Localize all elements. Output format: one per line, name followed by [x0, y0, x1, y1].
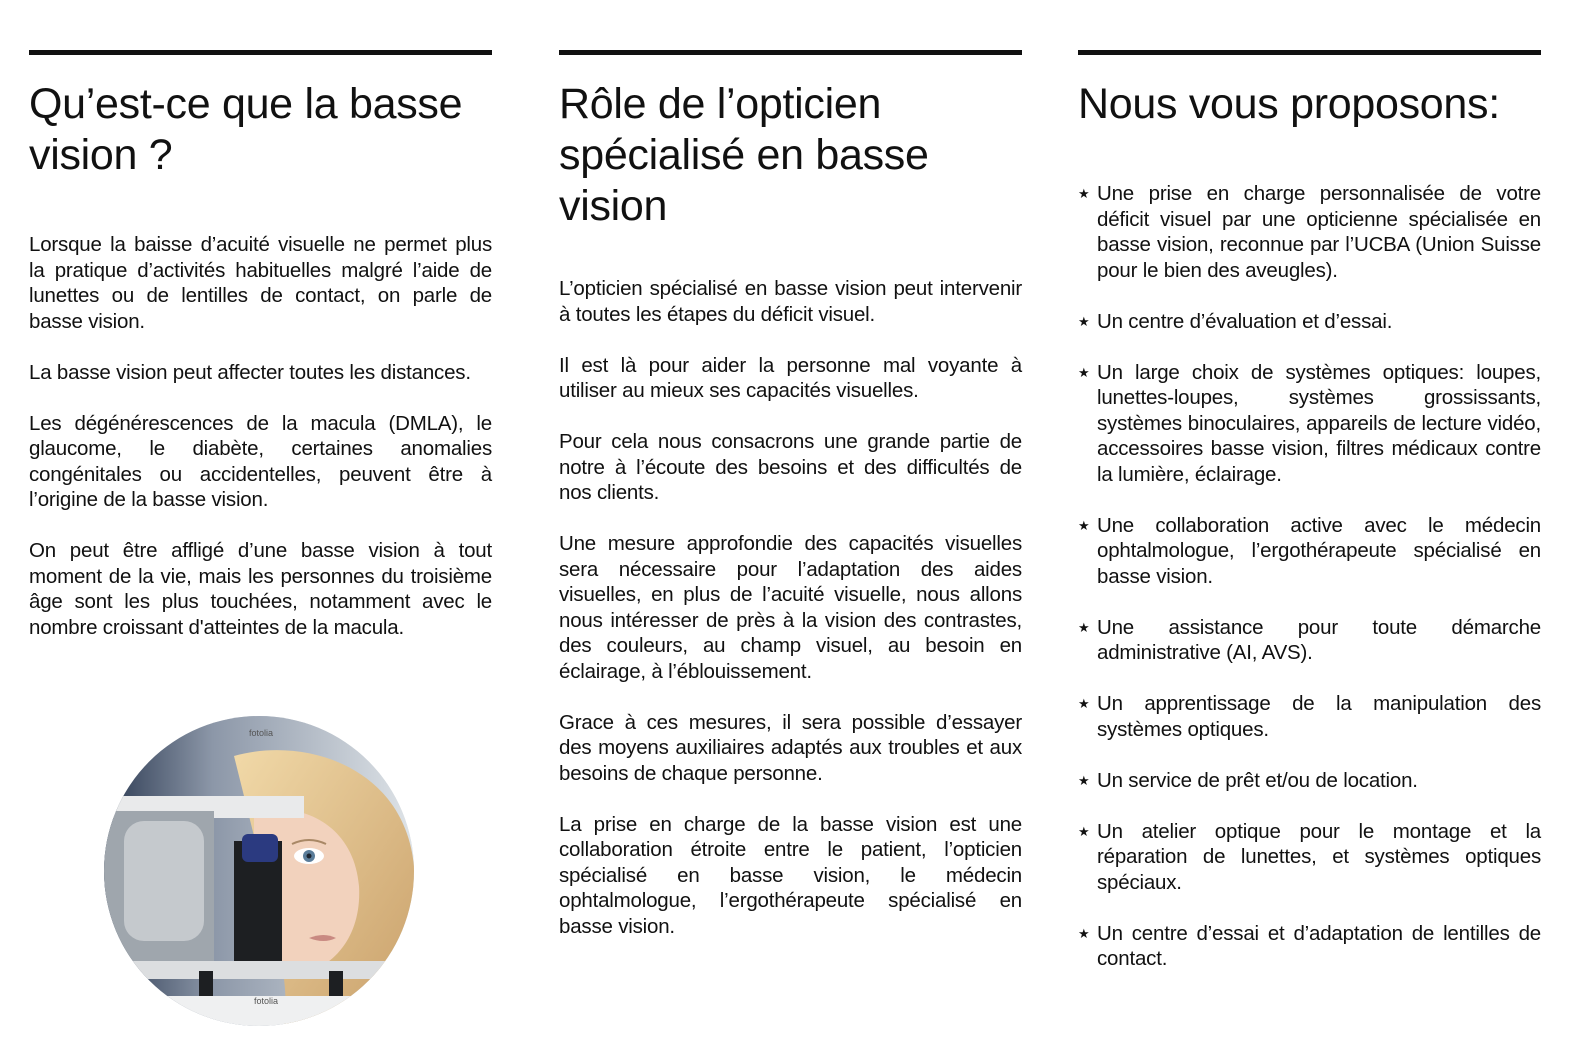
star-icon: ★ [1078, 186, 1090, 201]
star-icon: ★ [1078, 517, 1090, 533]
paragraph: La prise en charge de la basse vision est une collaboration étroite entre le patient, l’opticien spécialisé en basse vision, le médecin ophtalmologue, l’ergothérapeute spécialisé en basse vision. [559, 812, 1022, 938]
star-icon: ★ [1078, 772, 1090, 788]
list-item [1078, 309, 1541, 335]
list-item-text: Une prise en charge personnalisée de votre déficit visuel par une opticienne spécialisée en basse vision, reconnue par l’UCBA (Union Suisse pour le bien des aveugles). [1097, 182, 1541, 282]
list-item-text: Une collaboration active avec le médecin ophtalmologue, l’ergothérapeute spécialisé en basse vision. [1097, 513, 1541, 588]
star-icon: ★ [1078, 619, 1090, 635]
list-item [1078, 615, 1541, 666]
list-item-text: Un large choix de systèmes optiques: loupes, lunettes-loupes, systèmes grossissants, systèmes binoculaires, appareils de lecture vidéo, accessoires basse vision, filtres médicaux contre la lumière, éclairage. [1097, 360, 1541, 486]
watermark-bottom: fotolia [254, 996, 279, 1006]
services-list [1078, 181, 1541, 972]
list-item-text: Un centre d’évaluation et d’essai. [1097, 309, 1393, 333]
eye-exam-photo [104, 716, 414, 1026]
services-list-wrapper [1078, 181, 1541, 997]
list-item-text: Un centre d’essai et d’adaptation de lentilles de contact. [1097, 921, 1541, 970]
list-item [1078, 181, 1541, 283]
star-icon: ★ [1078, 925, 1090, 941]
star-icon: ★ [1078, 696, 1090, 711]
heading-basse-vision: Qu’est-ce que la basse vision ? [29, 80, 463, 179]
paragraph: Grace à ces mesures, il sera possible d’essayer des moyens auxiliaires adaptés aux troubles et aux besoins de chaque personne. [559, 710, 1022, 785]
heading-role-opticien: Rôle de l’opticien spécialisé en basse vision [559, 80, 929, 230]
paragraph: Lorsque la baisse d’acuité visuelle ne permet plus la pratique d’activités habituelles malgré l’aide de lunettes ou de lentilles de contact, on parle de basse vision. [29, 233, 492, 333]
list-item [1078, 921, 1541, 972]
paragraph: Pour cela nous consacrons une grande partie de notre à l’écoute des besoins et des difficultés de nos clients. [559, 430, 1022, 504]
star-icon: ★ [1078, 364, 1090, 380]
paragraph: L’opticien spécialisé en basse vision peut intervenir à toutes les étapes du déficit visuel. [559, 277, 1022, 326]
list-item [1078, 768, 1541, 794]
star-icon: ★ [1078, 313, 1090, 329]
eye-exam-illustration [104, 716, 414, 1026]
watermark-top: fotolia [249, 728, 274, 738]
list-item [1078, 513, 1541, 590]
paragraph: Une mesure approfondie des capacités visuelles sera nécessaire pour l’adaptation des aides visuelles, en plus de l’acuité visuelle, nous allons nous intéresser de près à la vision des contrastes, des couleurs, au champ visuel, au besoin en éclairage, à l’éblouissement. [559, 532, 1022, 683]
star-icon: ★ [1078, 823, 1090, 839]
paragraphs-role-opticien [559, 276, 1022, 965]
list-item [1078, 360, 1541, 488]
top-rule [559, 50, 1022, 55]
list-item-text: Un apprentissage de la manipulation des systèmes optiques. [1097, 692, 1541, 741]
paragraph: La basse vision peut affecter toutes les distances. [29, 360, 471, 384]
top-rule [29, 50, 492, 55]
list-item-text: Un atelier optique pour le montage et la réparation de lunettes, et systèmes optiques spéciaux. [1097, 819, 1541, 894]
list-item-text: Un service de prêt et/ou de location. [1097, 768, 1418, 792]
list-item-text: Une assistance pour toute démarche administrative (AI, AVS). [1097, 615, 1541, 664]
paragraph: On peut être affligé d’une basse vision à tout moment de la vie, mais les personnes du troisième âge sont les plus touchées, notamment avec le nombre croissant d'atteintes de la macula. [29, 539, 492, 639]
column-role-opticien [559, 50, 1022, 938]
list-item [1078, 691, 1541, 742]
paragraphs-basse-vision [29, 232, 492, 666]
heading-nous-proposons: Nous vous proposons: [1078, 80, 1500, 128]
list-item [1078, 819, 1541, 896]
column-basse-vision [29, 50, 492, 639]
top-rule [1078, 50, 1541, 55]
paragraph: Il est là pour aider la personne mal voyante à utiliser au mieux ses capacités visuelles. [559, 353, 1022, 402]
column-nous-proposons [1078, 50, 1541, 970]
paragraph: Les dégénérescences de la macula (DMLA), le glaucome, le diabète, certaines anomalies congénitales ou accidentelles, peuvent être à l’origine de la basse vision. [29, 411, 492, 511]
